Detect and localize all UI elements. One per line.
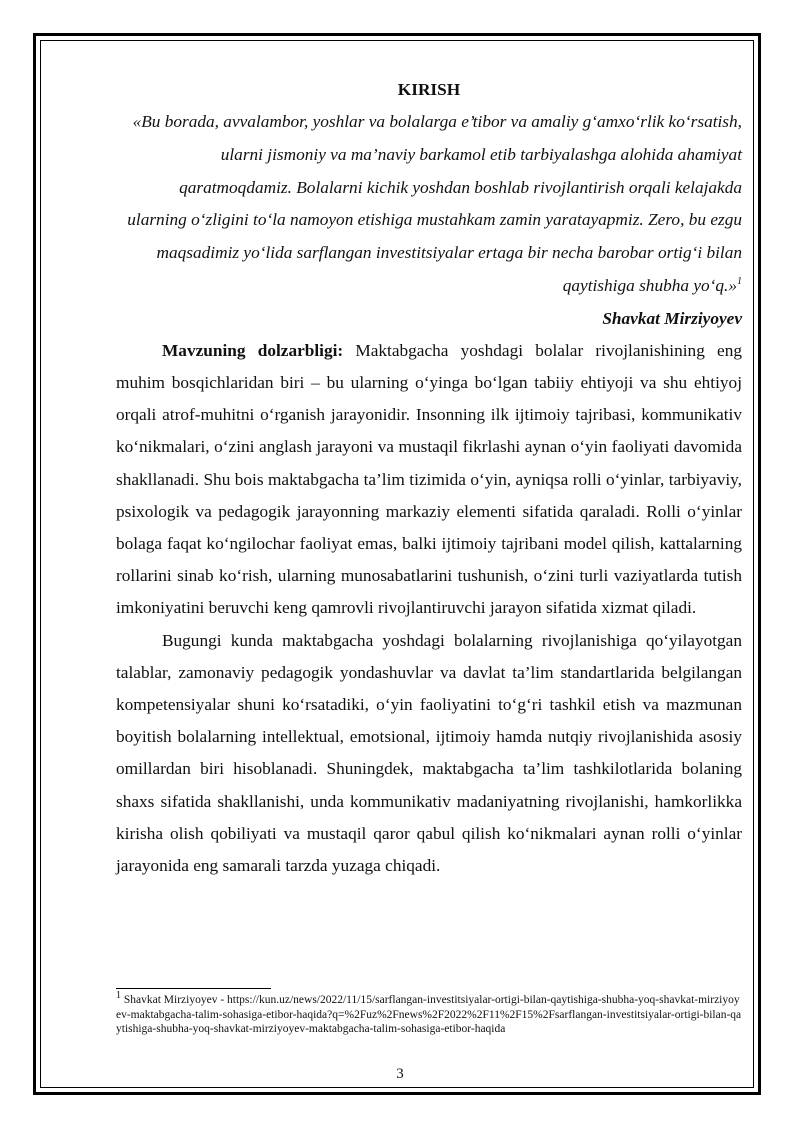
paragraph-relevance — [116, 335, 742, 625]
page-number: 3 — [396, 1066, 404, 1082]
footnote-mark: 1 — [116, 990, 121, 1002]
section-heading: KIRISH — [397, 80, 461, 99]
footnote-reference[interactable]: 1 — [737, 276, 742, 288]
footnote-text[interactable]: Shavkat Mirziyoyev - https://kun.uz/news/2022/11/15/sarflangan-investitsiyalar-ortigi-bilan-qaytishiga-shubha-yoq-shavkat-mirziyoyev-maktabgacha-talim-sohasiga-etibor-haqida?q=%2Fuz%2Fnews%2F2022%2F11%2F15%2Fsarflangan-investitsiyalar-ortigi-bilan-qaytishiga-shubha-yoq-shavkat-mirziyoyev-maktabgacha-talim-sohasiga-etibor-haqida — [116, 994, 742, 1035]
quote-author: Shavkat Mirziyoyev — [602, 308, 742, 328]
footnote — [116, 990, 742, 1037]
paragraph-lead: Mavzuning dolzarbligi: — [162, 340, 344, 360]
page-content — [116, 74, 742, 882]
quote-text: «Bu borada, avvalambor, yoshlar va bolalarga e’tibor va amaliy g‘amxo‘rlik ko‘rsatish, ularni jismoniy va ma’naviy barkamol etib tarbiyalashga alohida ahamiyat qaratmoqdamiz. Bolalarni kichik yoshdan boshlab rivojlantirish orqali kelajakda ularning o‘zligini to‘la namoyon etishiga mustahkam zamin yaratayapmiz. Zero, bu ezgu maqsadimiz yo‘lida sarflangan investitsiyalar ertaga bir necha barobar ortig‘i bilan qaytishiga shubha yo‘q.» — [127, 112, 742, 295]
paragraph-body: Maktabgacha yoshdagi bolalar rivojlanishining eng muhim bosqichlaridan biri – bu ularning o‘yinga bo‘lgan tabiiy ehtiyoji va shu ehtiyoj orqali atrof-muhitni o‘rganish jarayonidir. Insonning ilk ijtimoiy tajribasi, kommunikativ ko‘nikmalari, o‘zini anglash jarayoni va mustaqil fikrlashi aynan o‘yin faoliyati davomida shakllanadi. Shu bois maktabgacha ta’lim tizimida o‘yin, ayniqsa rolli o‘yinlar, tarbiyaviy, psixologik va pedagogik jarayonning markaziy elementi sifatida qaraladi. Rolli o‘yinlar bolaga faqat ko‘ngilochar faoliyat emas, balki ijtimoiy tajribani model qilish, kattalarning rollarini sinab ko‘rish, ularning munosabatlarini tushunish, o‘zini turli vaziyatlarda tutish imkoniyatini beruvchi keng qamrovli rivojlantiruvchi jarayon sifatida xizmat qiladi. — [116, 340, 742, 618]
paragraph-requirements: Bugungi kunda maktabgacha yoshdagi bolalarning rivojlanishiga qo‘yilayotgan talablar, zamonaviy pedagogik yondashuvlar va davlat ta’lim standartlarida belgilangan kompetensiyalar shuni ko‘rsatadiki, o‘yin faoliyatini to‘g‘ri tashkil etish va mazmunan boyitish bolalarning intellektual, emotsional, ijtimoiy hamda nutqiy rivojlanishida asosiy omillardan biri hisoblanadi. Shuningdek, maktabgacha ta’lim tashkilotlarida bolaning shaxs sifatida shakllanishi, unda kommunikativ madaniyatning rivojlanishi, hamkorlikka kirisha olish qobiliyati va mustaqil qaror qabul qilish ko‘nikmalari aynan rolli o‘yinlar jarayonida eng samarali tarzda yuzaga chiqadi. — [116, 630, 742, 876]
footnote-separator — [116, 988, 271, 989]
epigraph-quote — [116, 106, 742, 303]
